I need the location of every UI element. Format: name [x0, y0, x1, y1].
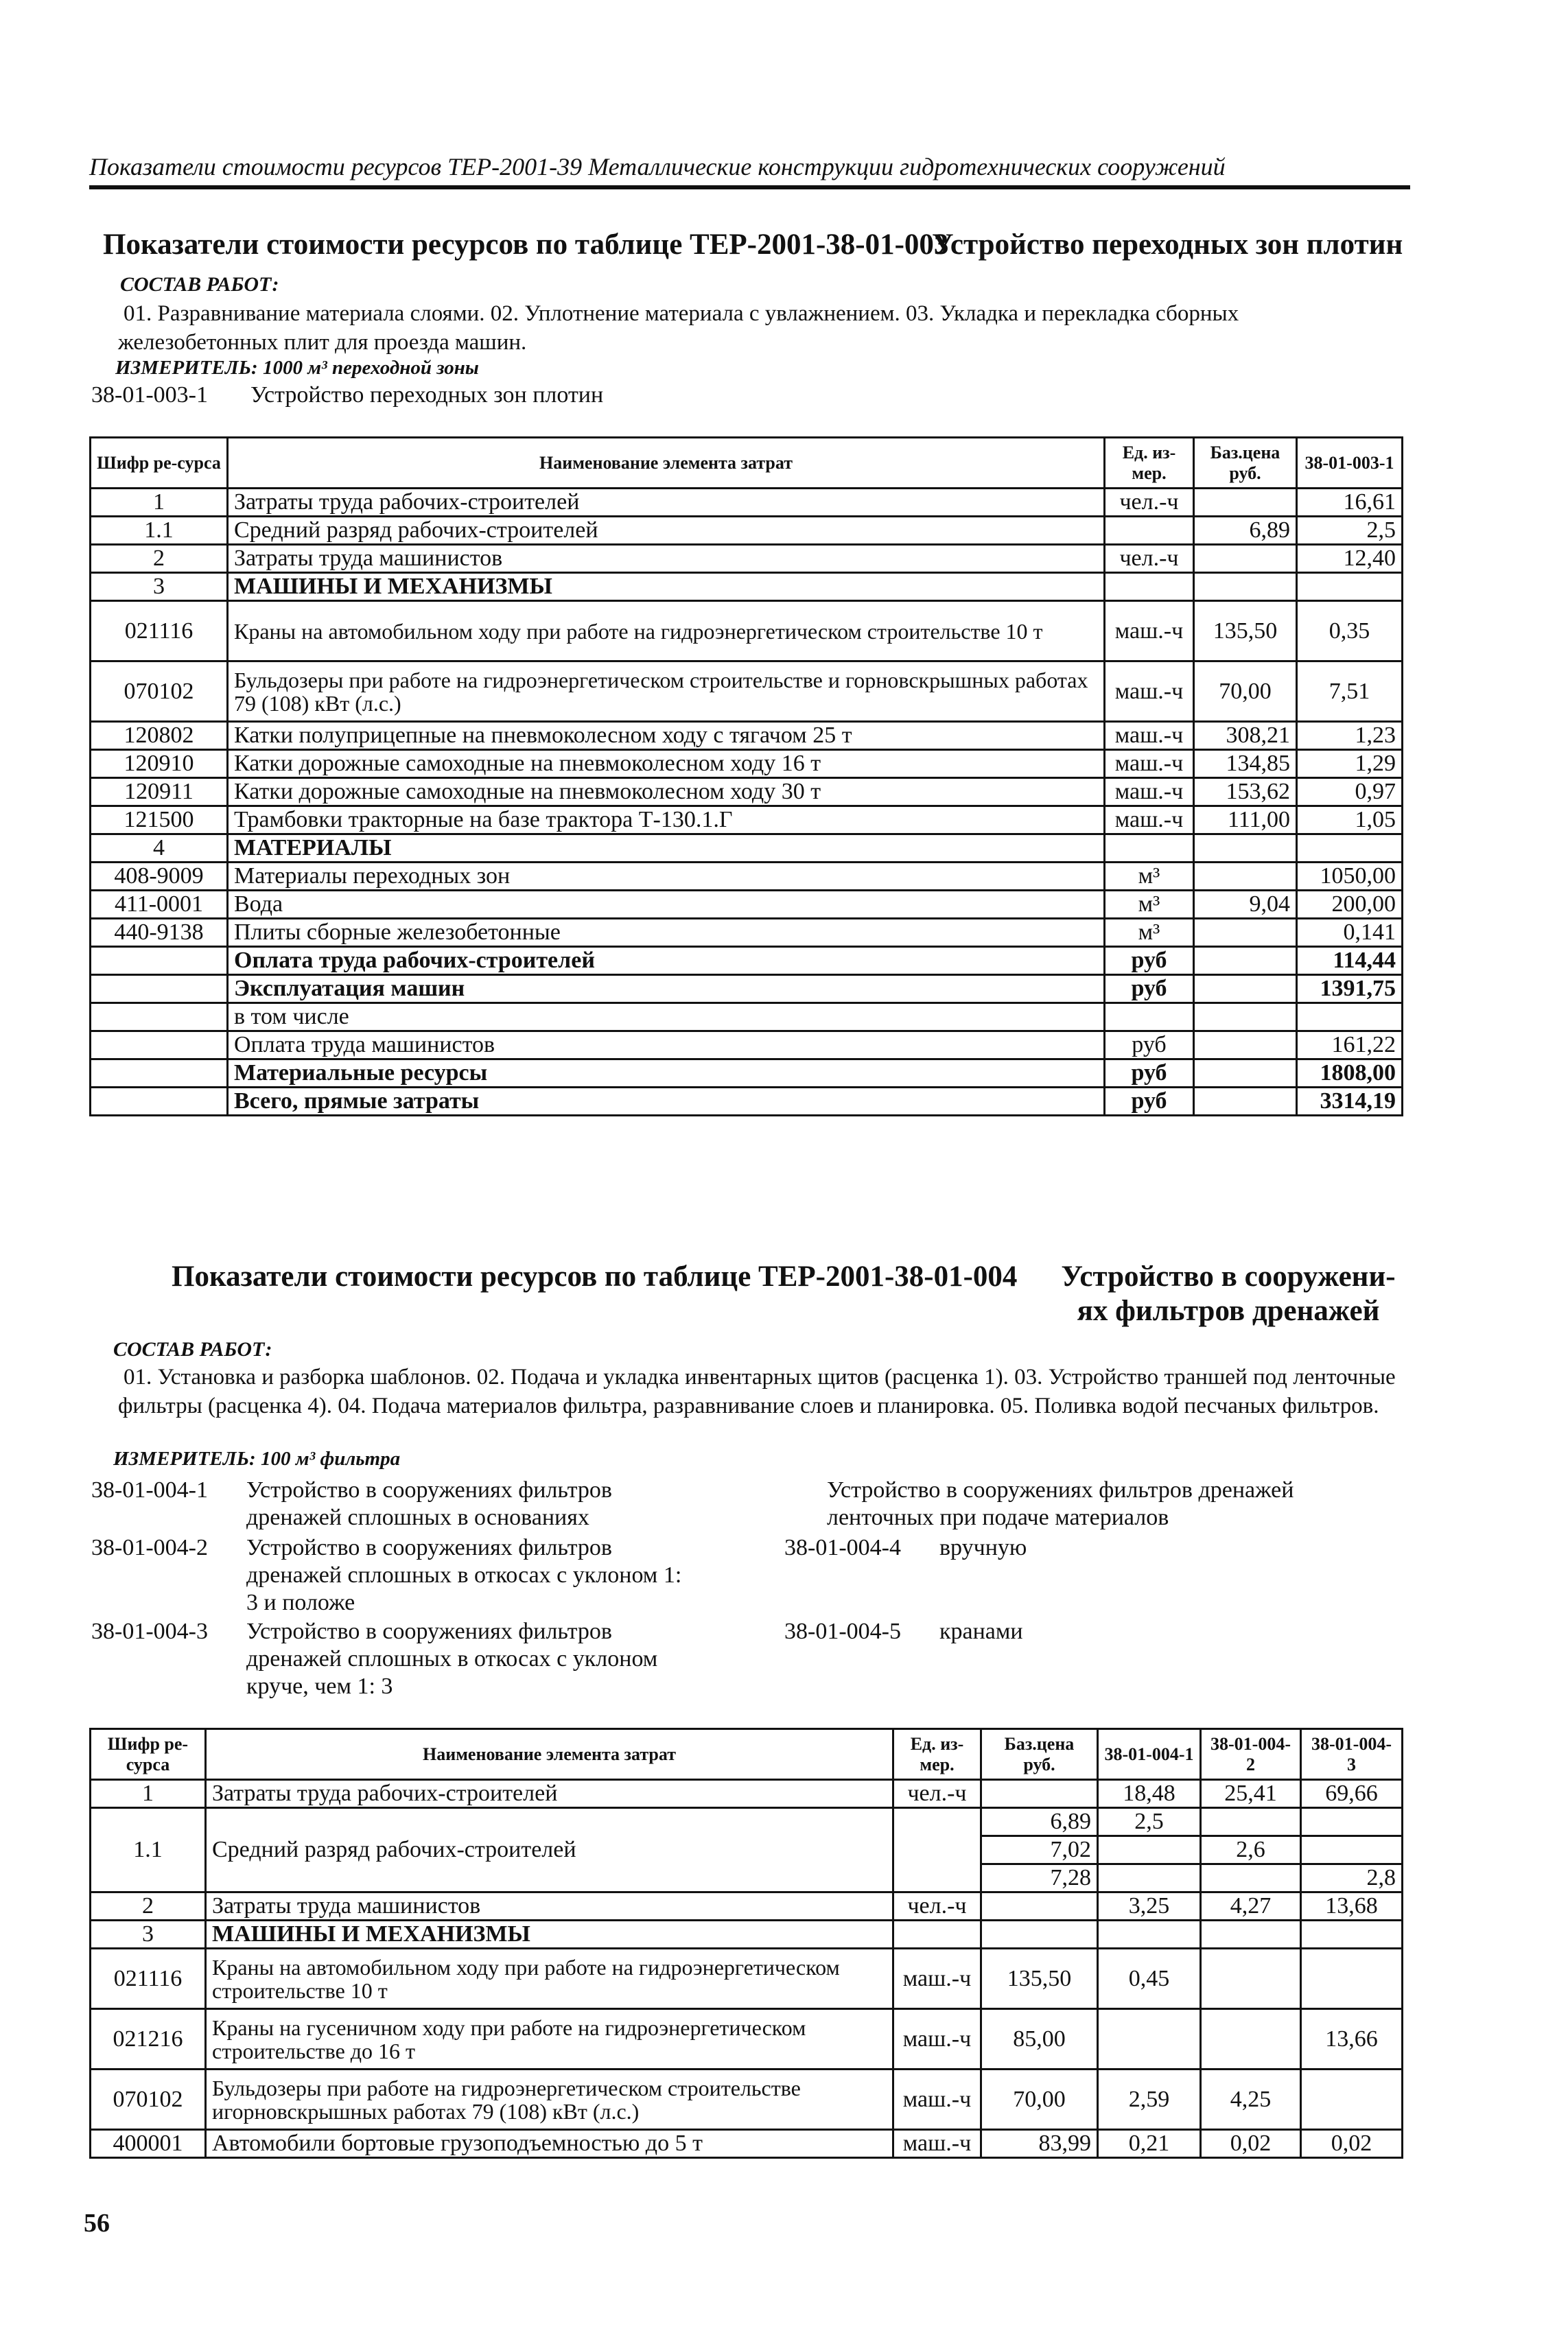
resource-value-3: 2,8 [1301, 1864, 1403, 1892]
resource-name: Материалы переходных зон [228, 863, 1105, 891]
resource-price: 111,00 [1194, 806, 1297, 834]
resource-unit: м³ [1105, 891, 1194, 919]
resource-code: 120910 [91, 750, 228, 778]
total-empty-price [1194, 1003, 1297, 1031]
resource-code: 4 [91, 834, 228, 863]
col-header-value-3: 38-01-004-3 [1301, 1729, 1403, 1780]
resource-value-2 [1201, 1921, 1301, 1949]
resource-price [981, 1780, 1098, 1808]
resource-unit: маш.-ч [1105, 778, 1194, 806]
section1-title: Показатели стоимости ресурсов по таблице ТЕР-2001-38-01-003 [103, 228, 949, 261]
col-header-code: Шифр ре-сурса [91, 1729, 206, 1780]
section2-meter: ИЗМЕРИТЕЛЬ: 100 м³ фильтра [113, 1448, 401, 1470]
resource-name: Катки полуприцепные на пневмоколесном ходу с тягачом 25 т [228, 722, 1105, 750]
resource-value-2: 4,27 [1201, 1892, 1301, 1921]
resource-code: 1.1 [91, 1808, 206, 1892]
resource-name: Затраты труда машинистов [228, 545, 1105, 573]
table-row [91, 489, 1403, 517]
resource-value-1: 18,48 [1098, 1780, 1201, 1808]
table-row [91, 806, 1403, 834]
table-row [91, 1921, 1403, 1949]
col-header-price: Баз.цена руб. [981, 1729, 1098, 1780]
resource-value-2 [1201, 1864, 1301, 1892]
total-name: Оплата труда машинистов [228, 1031, 1105, 1059]
resource-value-3 [1301, 1836, 1403, 1864]
table-row [91, 778, 1403, 806]
resource-unit: маш.-ч [1105, 661, 1194, 722]
section2-item-2-code: 38-01-004-2 [91, 1535, 208, 1560]
resource-value-1: 2,59 [1098, 2070, 1201, 2130]
table-row [91, 891, 1403, 919]
total-row [91, 975, 1403, 1003]
section1-work-label: СОСТАВ РАБОТ: [120, 273, 279, 296]
resource-price: 6,89 [1194, 517, 1297, 545]
table-header-row [91, 1729, 1403, 1780]
resource-price: 135,50 [1194, 601, 1297, 661]
total-unit: руб [1105, 1031, 1194, 1059]
resource-value-2: 0,02 [1201, 2130, 1301, 2158]
resource-price: 70,00 [981, 2070, 1098, 2130]
resource-price: 83,99 [981, 2130, 1098, 2158]
resource-unit: м³ [1105, 863, 1194, 891]
resource-value [1297, 834, 1403, 863]
resource-value-3 [1301, 1949, 1403, 2009]
total-value: 161,22 [1297, 1031, 1403, 1059]
resource-value: 1,23 [1297, 722, 1403, 750]
resource-name: Трамбовки тракторные на базе трактора Т-130.1.Г [228, 806, 1105, 834]
col-header-price: Баз.цена руб. [1194, 438, 1297, 489]
resource-price: 7,02 [981, 1836, 1098, 1864]
resource-unit: чел.-ч [893, 1780, 981, 1808]
total-row [91, 1003, 1403, 1031]
resource-price: 135,50 [981, 1949, 1098, 2009]
resource-price: 9,04 [1194, 891, 1297, 919]
resource-price: 153,62 [1194, 778, 1297, 806]
section2-item-1-desc: Устройство в сооружениях фильтров дренажей сплошных в основаниях [246, 1477, 612, 1530]
section2-item-5-desc: кранами [939, 1619, 1023, 1644]
resource-code: 3 [91, 1921, 206, 1949]
total-value: 3314,19 [1297, 1088, 1403, 1116]
section1-cost-table [89, 436, 1403, 1116]
resource-unit [1105, 573, 1194, 601]
section2-right-heading-text: Устройство в сооружениях фильтров дренажей ленточных при подаче материалов [827, 1477, 1294, 1530]
total-value: 114,44 [1297, 947, 1403, 975]
resource-name: МАШИНЫ И МЕХАНИЗМЫ [206, 1921, 893, 1949]
resource-value: 200,00 [1297, 891, 1403, 919]
total-empty-code [91, 1088, 228, 1116]
section2-title-right [1036, 1260, 1420, 1328]
section1-item-code: 38-01-003-1 [91, 382, 208, 408]
resource-name: МАТЕРИАЛЫ [228, 834, 1105, 863]
resource-price: 7,28 [981, 1864, 1098, 1892]
total-name: в том числе [228, 1003, 1105, 1031]
resource-value: 1,05 [1297, 806, 1403, 834]
resource-price [981, 1892, 1098, 1921]
resource-value-3: 69,66 [1301, 1780, 1403, 1808]
page-number: 56 [84, 2209, 110, 2238]
resource-code: 408-9009 [91, 863, 228, 891]
resource-name: Бульдозеры при работе на гидроэнергетическом строительстве игорновскрышных работах 79 (108) кВт (л.с.) [206, 2070, 893, 2130]
total-name: Оплата труда рабочих-строителей [228, 947, 1105, 975]
resource-price: 6,89 [981, 1808, 1098, 1836]
resource-name: Затраты труда машинистов [206, 1892, 893, 1921]
section2-item-3-code: 38-01-004-3 [91, 1619, 208, 1644]
table-row [91, 601, 1403, 661]
total-row [91, 1031, 1403, 1059]
total-value [1297, 1003, 1403, 1031]
resource-code: 1.1 [91, 517, 228, 545]
total-empty-price [1194, 1059, 1297, 1088]
resource-value-3: 13,68 [1301, 1892, 1403, 1921]
resource-code: 440-9138 [91, 919, 228, 947]
resource-name: Средний разряд рабочих-строителей [206, 1808, 893, 1892]
total-empty-price [1194, 975, 1297, 1003]
table-row [91, 722, 1403, 750]
resource-unit [1105, 517, 1194, 545]
resource-unit: маш.-ч [1105, 806, 1194, 834]
resource-value-1 [1098, 2009, 1201, 2070]
table-row [91, 661, 1403, 722]
total-row [91, 1059, 1403, 1088]
section2-item-4-desc: вручную [939, 1535, 1027, 1560]
resource-value-2: 4,25 [1201, 2070, 1301, 2130]
total-name: Эксплуатация машин [228, 975, 1105, 1003]
total-name: Материальные ресурсы [228, 1059, 1105, 1088]
resource-value: 1050,00 [1297, 863, 1403, 891]
resource-value-2: 2,6 [1201, 1836, 1301, 1864]
resource-code: 070102 [91, 661, 228, 722]
resource-code: 1 [91, 489, 228, 517]
table-row [91, 1780, 1403, 1808]
resource-unit: маш.-ч [893, 2130, 981, 2158]
resource-code: 021216 [91, 2009, 206, 2070]
resource-code: 021116 [91, 1949, 206, 2009]
section2-item-2-desc: Устройство в сооружениях фильтров дренажей сплошных в откосах с уклоном 1: 3 и положе [246, 1535, 682, 1615]
total-row [91, 947, 1403, 975]
col-header-value-1: 38-01-004-1 [1098, 1729, 1201, 1780]
resource-code: 021116 [91, 601, 228, 661]
resource-value-1: 0,21 [1098, 2130, 1201, 2158]
total-unit: руб [1105, 975, 1194, 1003]
resource-unit: маш.-ч [1105, 750, 1194, 778]
section2-item-1-code: 38-01-004-1 [91, 1477, 208, 1503]
resource-price: 70,00 [1194, 661, 1297, 722]
resource-code: 121500 [91, 806, 228, 834]
section2-work-label: СОСТАВ РАБОТ: [113, 1338, 272, 1361]
resource-code: 1 [91, 1780, 206, 1808]
total-empty-code [91, 947, 228, 975]
resource-code: 2 [91, 545, 228, 573]
section2-work-text: 01. Установка и разборка шаблонов. 02. Подача и укладка инвентарных щитов (расценка 1). 03. Устройство траншей под ленточные фильтры (расценка 4). 04. Подача материалов фильтра, разравнивание слоев и планировка. 05. Поливка водой песчаных фильтров. [118, 1365, 1396, 1418]
table-row [91, 2009, 1403, 2070]
resource-price [1194, 489, 1297, 517]
resource-name: Затраты труда рабочих-строителей [228, 489, 1105, 517]
resource-unit: маш.-ч [893, 1949, 981, 2009]
col-header-name: Наименование элемента затрат [206, 1729, 893, 1780]
resource-value-3 [1301, 2070, 1403, 2130]
section1-meter: ИЗМЕРИТЕЛЬ: 1000 м³ переходной зоны [115, 357, 479, 379]
resource-unit [893, 1921, 981, 1949]
resource-code: 400001 [91, 2130, 206, 2158]
section2-cost-table [89, 1728, 1403, 2159]
resource-unit: чел.-ч [893, 1892, 981, 1921]
resource-name: Вода [228, 891, 1105, 919]
resource-name: Бульдозеры при работе на гидроэнергетическом строительстве и горновскрышных работах 79 (108) кВт (л.с.) [228, 661, 1105, 722]
total-unit: руб [1105, 947, 1194, 975]
total-name: Всего, прямые затраты [228, 1088, 1105, 1116]
total-unit [1105, 1003, 1194, 1031]
table-row [91, 1892, 1403, 1921]
resource-price [1194, 834, 1297, 863]
resource-unit: чел.-ч [1105, 489, 1194, 517]
resource-value: 12,40 [1297, 545, 1403, 573]
section2-title: Показатели стоимости ресурсов по таблице ТЕР-2001-38-01-004 [172, 1261, 1018, 1293]
total-value: 1808,00 [1297, 1059, 1403, 1088]
resource-value-2 [1201, 1949, 1301, 2009]
resource-value-1: 0,45 [1098, 1949, 1201, 2009]
total-row [91, 1088, 1403, 1116]
header-rule [89, 185, 1410, 189]
resource-value [1297, 573, 1403, 601]
col-header-unit: Ед. из-мер. [893, 1729, 981, 1780]
resource-value: 0,141 [1297, 919, 1403, 947]
total-empty-price [1194, 1088, 1297, 1116]
resource-name: Краны на гусеничном ходу при работе на гидроэнергетическом строительстве до 16 т [206, 2009, 893, 2070]
total-empty-code [91, 1031, 228, 1059]
section2-item-5-code: 38-01-004-5 [784, 1619, 901, 1644]
resource-name: МАШИНЫ И МЕХАНИЗМЫ [228, 573, 1105, 601]
total-empty-price [1194, 1031, 1297, 1059]
table-row [91, 545, 1403, 573]
table-row [91, 750, 1403, 778]
resource-code: 070102 [91, 2070, 206, 2130]
resource-code: 3 [91, 573, 228, 601]
resource-unit: м³ [1105, 919, 1194, 947]
table-row [91, 1808, 1403, 1836]
resource-value-2 [1201, 2009, 1301, 2070]
resource-name: Плиты сборные железобетонные [228, 919, 1105, 947]
resource-value: 7,51 [1297, 661, 1403, 722]
total-empty-code [91, 975, 228, 1003]
section2-title-right-line1: Устройство в сооружени- [1061, 1261, 1396, 1293]
resource-value-1 [1098, 1921, 1201, 1949]
total-empty-code [91, 1059, 228, 1088]
total-unit: руб [1105, 1059, 1194, 1088]
resource-name: Средний разряд рабочих-строителей [228, 517, 1105, 545]
total-unit: руб [1105, 1088, 1194, 1116]
resource-unit: маш.-ч [1105, 722, 1194, 750]
table-row [91, 863, 1403, 891]
table-row [91, 517, 1403, 545]
resource-price: 308,21 [1194, 722, 1297, 750]
resource-name: Катки дорожные самоходные на пневмоколесном ходу 30 т [228, 778, 1105, 806]
resource-value-3: 0,02 [1301, 2130, 1403, 2158]
resource-value-3 [1301, 1808, 1403, 1836]
resource-code: 120802 [91, 722, 228, 750]
resource-value-2: 25,41 [1201, 1780, 1301, 1808]
resource-price: 134,85 [1194, 750, 1297, 778]
resource-value-1 [1098, 1836, 1201, 1864]
section2-item-4-code: 38-01-004-4 [784, 1535, 901, 1560]
resource-value: 1,29 [1297, 750, 1403, 778]
resource-unit [1105, 834, 1194, 863]
resource-name: Краны на автомобильном ходу при работе на гидроэнергетическом строительстве 10 т [228, 601, 1105, 661]
resource-value-1: 2,5 [1098, 1808, 1201, 1836]
resource-unit [893, 1808, 981, 1892]
resource-price: 85,00 [981, 2009, 1098, 2070]
resource-price [1194, 573, 1297, 601]
resource-price [1194, 863, 1297, 891]
resource-unit: маш.-ч [1105, 601, 1194, 661]
section2-item-3-desc: Устройство в сооружениях фильтров дренажей сплошных в откосах с уклоном круче, чем 1: 3 [246, 1619, 658, 1699]
table-row [91, 573, 1403, 601]
table-row [91, 1949, 1403, 2009]
resource-value-1: 3,25 [1098, 1892, 1201, 1921]
col-header-value-2: 38-01-004-2 [1201, 1729, 1301, 1780]
resource-value: 0,97 [1297, 778, 1403, 806]
resource-value-1 [1098, 1864, 1201, 1892]
table-row [91, 2070, 1403, 2130]
resource-name: Затраты труда рабочих-строителей [206, 1780, 893, 1808]
section2-title-right-line2: ях фильтров дренажей [1077, 1295, 1380, 1327]
table-row [91, 2130, 1403, 2158]
section1-work-text: 01. Разравнивание материала слоями. 02. Уплотнение материала с увлажнением. 03. Укладка и перекладка сборных железобетонных плит для проезда машин. [118, 301, 1239, 355]
total-empty-price [1194, 947, 1297, 975]
resource-name: Краны на автомобильном ходу при работе на гидроэнергетическом строительстве 10 т [206, 1949, 893, 2009]
section1-item-desc: Устройство переходных зон плотин [250, 382, 604, 408]
running-header: Показатели стоимости ресурсов ТЕР-2001-39 Металлические конструкции гидротехнических сооружений [89, 153, 1226, 180]
col-header-unit: Ед. из-мер. [1105, 438, 1194, 489]
resource-code: 2 [91, 1892, 206, 1921]
resource-value: 0,35 [1297, 601, 1403, 661]
table-row [91, 919, 1403, 947]
resource-unit: маш.-ч [893, 2070, 981, 2130]
total-value: 1391,75 [1297, 975, 1403, 1003]
resource-value-2 [1201, 1808, 1301, 1836]
resource-code: 120911 [91, 778, 228, 806]
table-header-row [91, 438, 1403, 489]
resource-price [981, 1921, 1098, 1949]
col-header-name: Наименование элемента затрат [228, 438, 1105, 489]
col-header-value: 38-01-003-1 [1297, 438, 1403, 489]
resource-name: Автомобили бортовые грузоподъемностью до 5 т [206, 2130, 893, 2158]
resource-value: 16,61 [1297, 489, 1403, 517]
resource-code: 411-0001 [91, 891, 228, 919]
resource-price [1194, 919, 1297, 947]
table-row [91, 834, 1403, 863]
resource-price [1194, 545, 1297, 573]
resource-value: 2,5 [1297, 517, 1403, 545]
resource-value-3 [1301, 1921, 1403, 1949]
section1-title-right: Устройство переходных зон плотин [932, 228, 1403, 261]
resource-unit: маш.-ч [893, 2009, 981, 2070]
resource-value-3: 13,66 [1301, 2009, 1403, 2070]
total-empty-code [91, 1003, 228, 1031]
resource-unit: чел.-ч [1105, 545, 1194, 573]
col-header-code: Шифр ре-сурса [91, 438, 228, 489]
resource-name: Катки дорожные самоходные на пневмоколесном ходу 16 т [228, 750, 1105, 778]
